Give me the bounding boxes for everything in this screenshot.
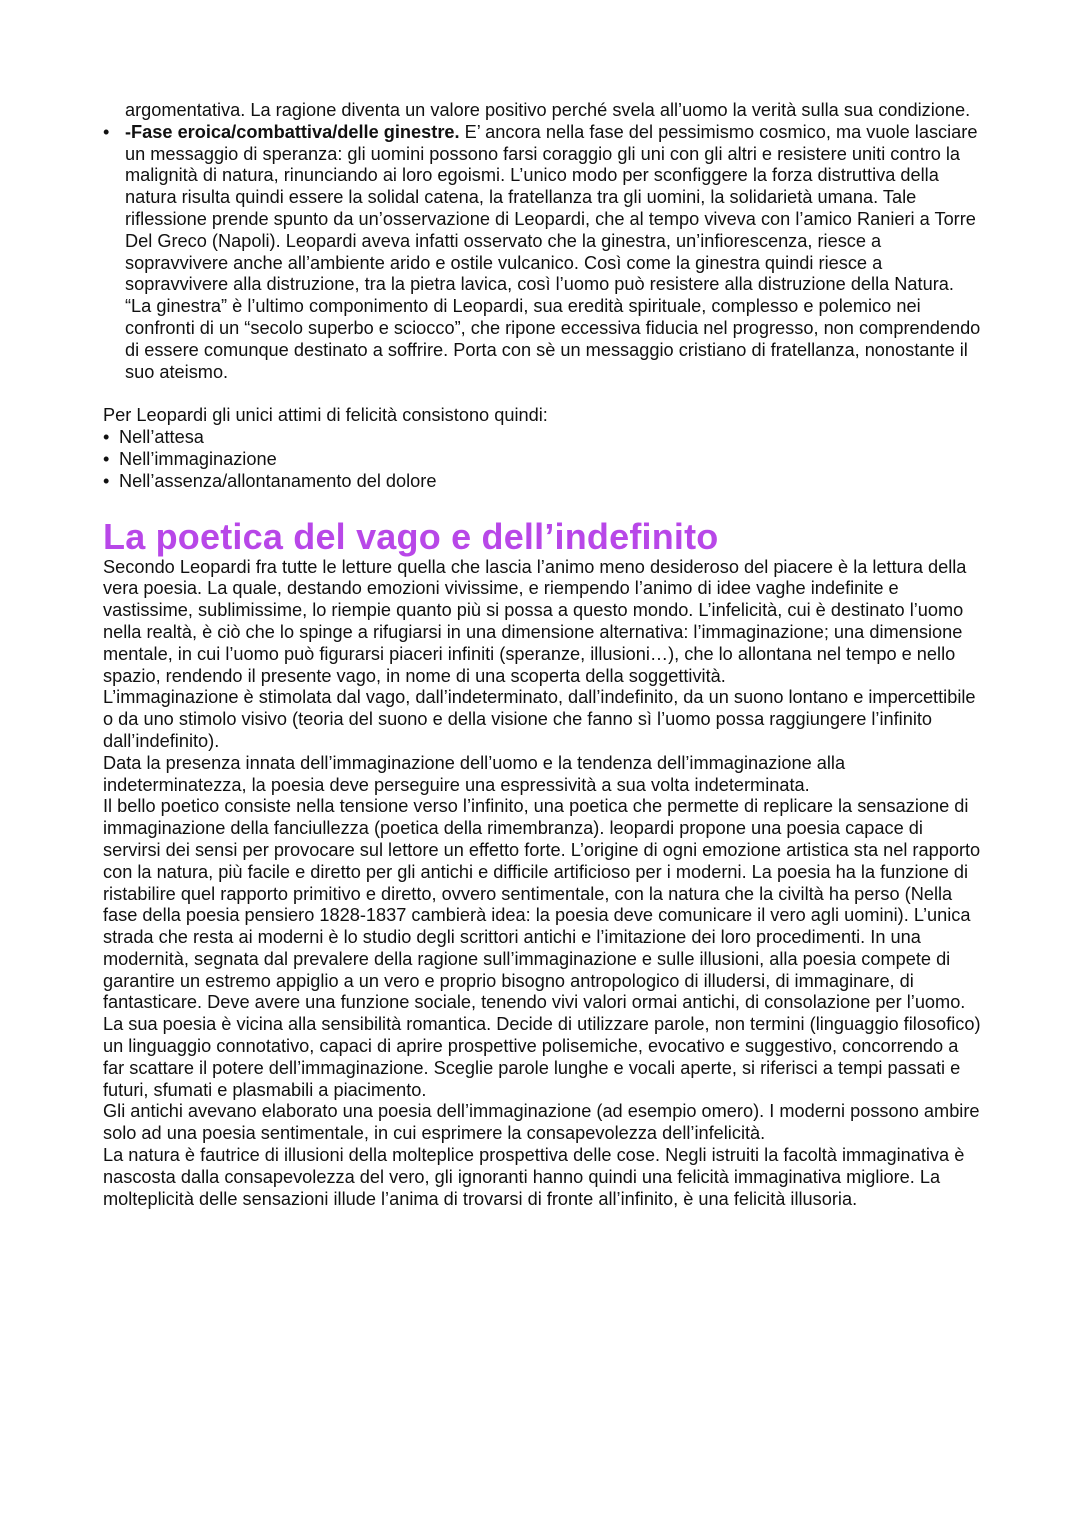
paragraph: Data la presenza innata dell’immaginazione dell’uomo e la tendenza dell’immaginazione alla indeterminatezza, la poesia deve perseguire una espressività a sua volta indeterminata. [103, 752, 846, 795]
continued-paragraph: argomentativa. La ragione diventa un valore positivo perché svela all’uomo la verità sulla sua condizione. [125, 100, 971, 120]
bullet-marker: • [103, 448, 110, 469]
happiness-lead: Per Leopardi gli unici attimi di felicità consistono quindi: [103, 405, 548, 426]
paragraph: La natura è fautrice di illusioni della molteplice prospettiva delle cose. Negli istruiti la facoltà immaginativa è nascosta dalla consapevolezza del vero, gli ignoranti hanno quindi una felicità immaginativa migliore. La molteplicità delle sensazioni illude l’anima di trovarsi di fronte all’infinito, è una felicità illusoria. [103, 1145, 965, 1209]
paragraph: L’immaginazione è stimolata dal vago, dall’indeterminato, dall’indefinito, da un suono lontano e impercettibile o da uno stimolo visivo (teoria del suono e della visione che fanno sì l’uomo possa raggiungere l’infinito dall’indefinito). [103, 687, 976, 751]
section-body [103, 557, 983, 1211]
list-item [103, 427, 983, 449]
paragraph: Secondo Leopardi fra tutte le letture quella che lascia l’animo meno desideroso del piacere è la lettura della vera poesia. La quale, destando emozioni vivissime, e riempendo l’animo di idee vaghe indefinite e vastissime, sublimissime, lo riempie quanto più si possa a questo mondo. L’infelicità, cui è destinato l’uomo nella realtà, è ciò che lo spinge a rifugiarsi in una dimensione alternativa: l’immaginazione; una dimensione mentale, in cui l’uomo può figurarsi piaceri infiniti (speranze, illusioni…), che lo allontana nel tempo e nello spazio, rendendo il presente vago, in nome di una scoperta della soggettività. [103, 556, 967, 686]
phase-heading: -Fase eroica/combattiva/delle ginestre. [125, 121, 460, 142]
paragraph: Il bello poetico consiste nella tensione verso l’infinito, una poetica che permette di replicare la sensazione di immaginazione della fanciullezza (poetica della rimembranza). leopardi propone una poesia capace di servirsi dei sensi per provocare sul lettore un effetto forte. L’origine di ogni emozione artistica sta nel rapporto con la natura, più facile e diretto per gli antichi e difficile artificioso per i moderni. La poesia ha la funzione di ristabilire quel rapporto primitivo e diretto, ovvero sentimentale, con la natura che la civiltà ha perso (Nella fase della poesia pensiero 1828-1837 cambierà idea: la poesia deve comunicare il vero agli uomini). L’unica strada che resta ai moderni è lo studio degli scrittori antichi e l’imitazione dei loro procedimenti. In una modernità, segnata dal prevalere della ragione sull’immaginazione e sulle illusioni, alla poesia compete di garantire un estremo appiglio a un vero e proprio bisogno antropologico di illudersi, di immaginare, di fantasticare. Deve avere una funzione sociale, tenendo vivi valori ormai antichi, di consolazione per l’uomo. La sua poesia è vicina alla sensibilità romantica. Decide di utilizzare parole, non termini (linguaggio filosofico) un linguaggio connotativo, capaci di aprire prospettive polisemiche, evocativo e suggestivo, concorrendo a far scattare il potere dell’immaginazione. Sceglie parole lunghe e vocali aperte, si riferisci a tempi passati e futuri, sfumati e plasmabili a piacimento. [103, 796, 981, 1100]
list-item-text: Nell’attesa [119, 427, 204, 448]
section-title: La poetica del vago e dell’indefinito [103, 515, 719, 557]
list-item-text: Nell’immaginazione [119, 448, 277, 469]
phase-description: E’ ancora nella fase del pessimismo cosmico, ma vuole lasciare un messaggio di speranza: gli uomini possono farsi coraggio gli uni con gli altri e resistere uniti contro la malignità di natura, rinunciando ai loro egoismi. L’unico modo per sconfiggere la forza distruttiva della natura risulta quindi essere la solidal catena, la fratellanza tra gli uomini, la solidarietà umana. Tale riflessione prende spunto da un’osservazione di Leopardi, che al tempo viveva con l’amico Ranieri a Torre Del Greco (Napoli). Leopardi aveva infatti osservato che la ginestra, un’infiorescenza, riesce a sopravvivere anche all’ambiente arido e ostile vulcanico. Così come la ginestra quindi riesce a sopravvivere alla distruzione, tra la pietra lavica, così l’uomo può resistere alla distruzione della Natura. “La ginestra” è l’ultimo componimento di Leopardi, sua eredità spirituale, complesso e polemico nei confronti di un “secolo superbo e sciocco”, che ripone eccessiva fiducia nel progresso, non comprendendo di essere comunque destinato a soffrire. Porta con sè un messaggio cristiano di fratellanza, nonostante il suo ateismo. [125, 121, 981, 382]
paragraph: Gli antichi avevano elaborato una poesia dell’immaginazione (ad esempio omero). I moderni possono ambire solo ad una poesia sentimentale, in cui esprimere la consapevolezza dell’infelicità. [103, 1101, 980, 1144]
bullet-marker: • [103, 427, 110, 448]
bullet-marker: • [103, 470, 110, 491]
list-item [103, 449, 983, 471]
document-page [103, 100, 983, 1210]
list-item-text: Nell’assenza/allontanamento del dolore [119, 470, 437, 491]
list-item [103, 471, 983, 493]
happiness-list [103, 427, 983, 492]
bullet-marker: • [103, 121, 110, 142]
phase-bullet-item [103, 122, 983, 384]
